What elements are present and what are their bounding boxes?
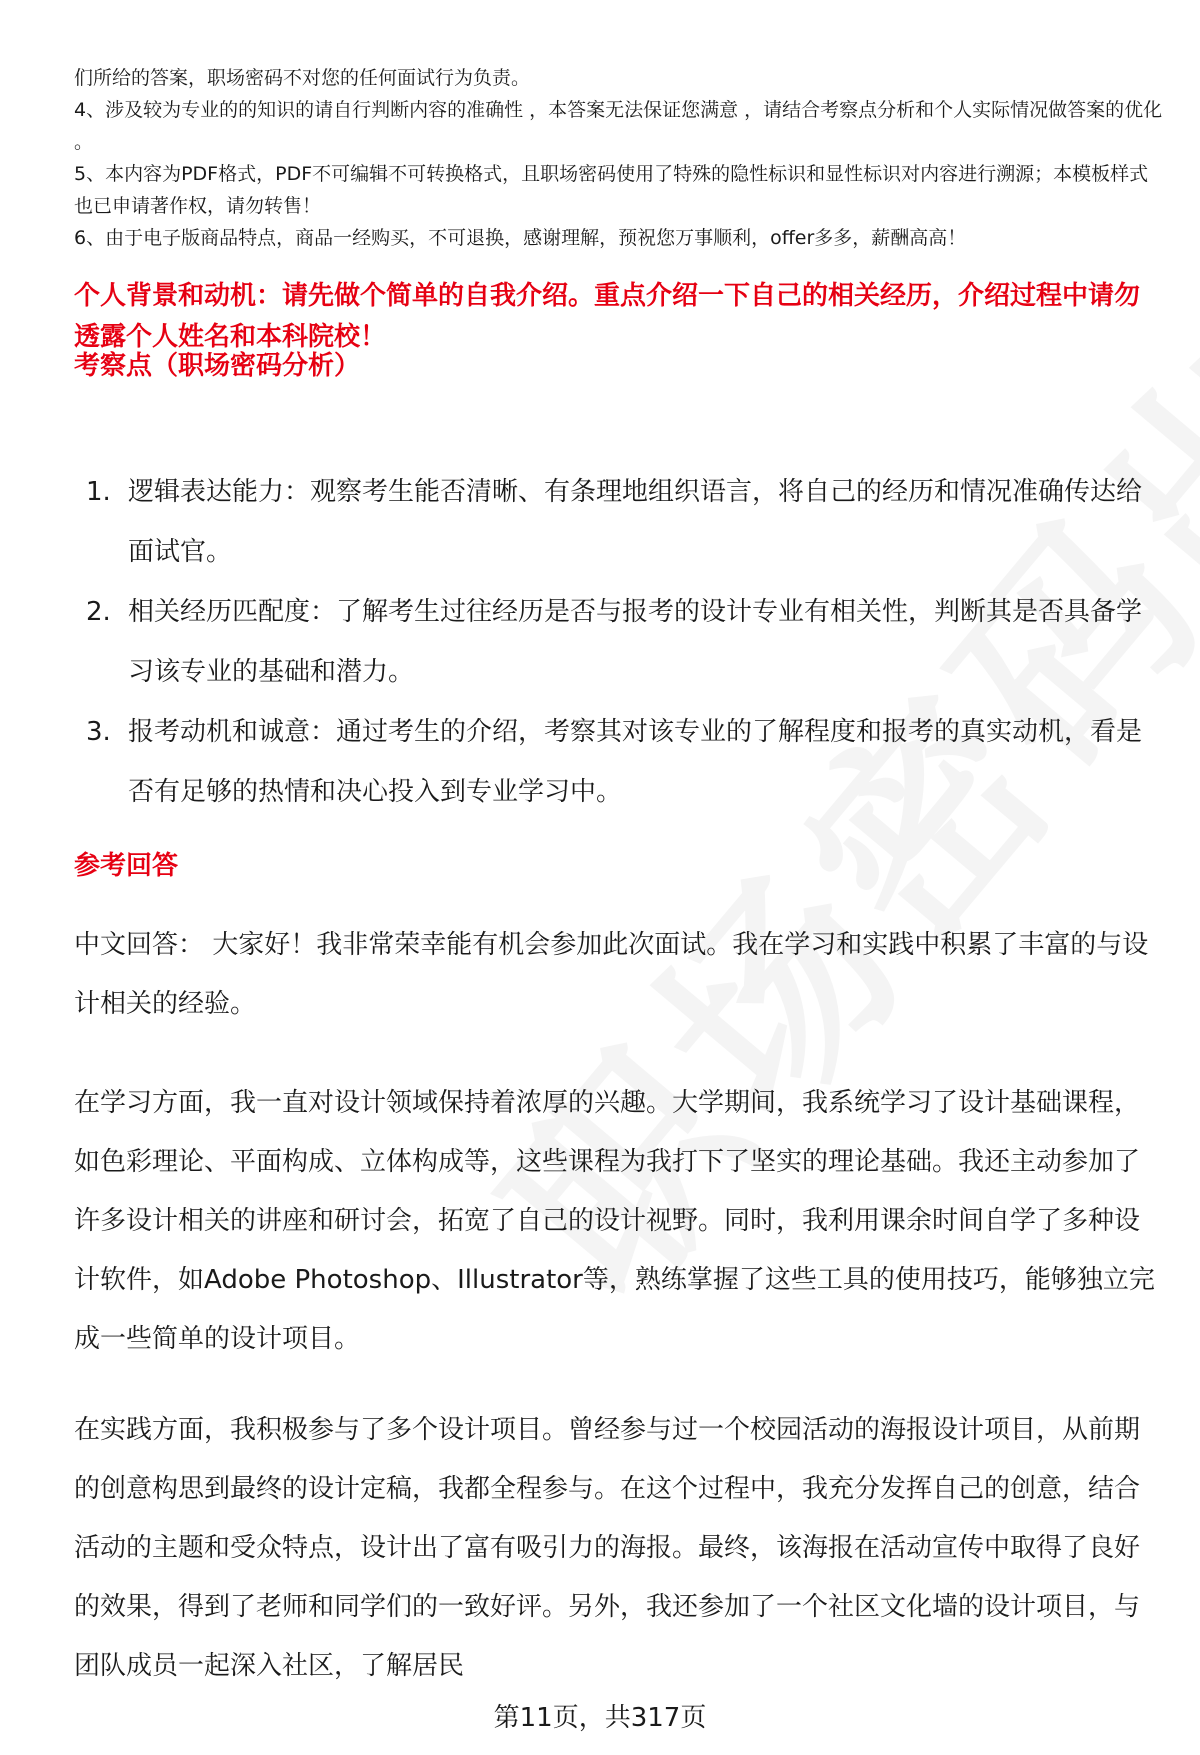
question-title: 个人背景和动机：请先做个简单的自我介绍。重点介绍一下自己的相关经历，介绍过程中请勿透露个人姓名和本科院校！	[74, 281, 1141, 352]
analysis-heading: 考察点（职场密码分析）	[74, 351, 361, 381]
note-line: 们所给的答案，职场密码不对您的任何面试行为负责。	[74, 67, 531, 89]
analysis-item	[74, 462, 1164, 582]
analysis-item-text: 报考动机和诚意：通过考生的介绍，考察其对该专业的了解程度和报考的真实动机，看是否有足够的热情和决心投入到专业学习中。	[128, 717, 1143, 807]
analysis-item-number: 1.	[86, 477, 111, 507]
answer-paragraph: 在学习方面，我一直对设计领域保持着浓厚的兴趣。大学期间，我系统学习了设计基础课程，如色彩理论、平面构成、立体构成等，这些课程为我打下了坚实的理论基础。我还主动参加了许多设计相关的讲座和研讨会，拓宽了自己的设计视野。同时，我利用课余时间自学了多种设计软件，如Adobe Photoshop、Illustrator等，熟练掌握了这些工具的使用技巧，能够独立完成一些简单的设计项目。	[74, 1088, 1155, 1354]
analysis-item-number: 3.	[86, 717, 111, 747]
note-line: 5、本内容为PDF格式，PDF不可编辑不可转换格式，且职场密码使用了特殊的隐性标识和显性标识对内容进行溯源；本模板样式也已申请著作权，请勿转售！	[74, 163, 1149, 217]
note-line: 4、涉及较为专业的的知识的请自行判断内容的准确性 ，本答案无法保证您满意 ，请结合考察点分析和个人实际情况做答案的优化 。	[74, 99, 1163, 153]
page-number: 第11页，共317页	[493, 1703, 707, 1733]
notes-section	[74, 62, 1164, 254]
analysis-item-number: 2.	[86, 597, 111, 627]
analysis-item-text: 逻辑表达能力：观察考生能否清晰、有条理地组织语言，将自己的经历和情况准确传达给面试官。	[128, 477, 1143, 567]
analysis-item	[74, 582, 1164, 702]
analysis-item	[74, 702, 1164, 822]
answer-paragraph: 中文回答： 大家好！我非常荣幸能有机会参加此次面试。我在学习和实践中积累了丰富的与设计相关的经验。	[74, 930, 1149, 1019]
analysis-list	[74, 462, 1164, 822]
analysis-item-text: 相关经历匹配度：了解考生过往经历是否与报考的设计专业有相关性，判断其是否具备学习该专业的基础和潜力。	[128, 597, 1143, 687]
answer-heading: 参考回答	[74, 851, 179, 881]
note-line: 6、由于电子版商品特点，商品一经购买，不可退换，感谢理解，预祝您万事顺利，offer多多，薪酬高高！	[74, 227, 967, 249]
answer-paragraph: 在实践方面，我积极参与了多个设计项目。曾经参与过一个校园活动的海报设计项目，从前期的创意构思到最终的设计定稿，我都全程参与。在这个过程中，我充分发挥自己的创意，结合活动的主题和受众特点，设计出了富有吸引力的海报。最终，该海报在活动宣传中取得了良好的效果，得到了老师和同学们的一致好评。另外，我还参加了一个社区文化墙的设计项目，与团队成员一起深入社区，了解居民	[74, 1415, 1141, 1681]
